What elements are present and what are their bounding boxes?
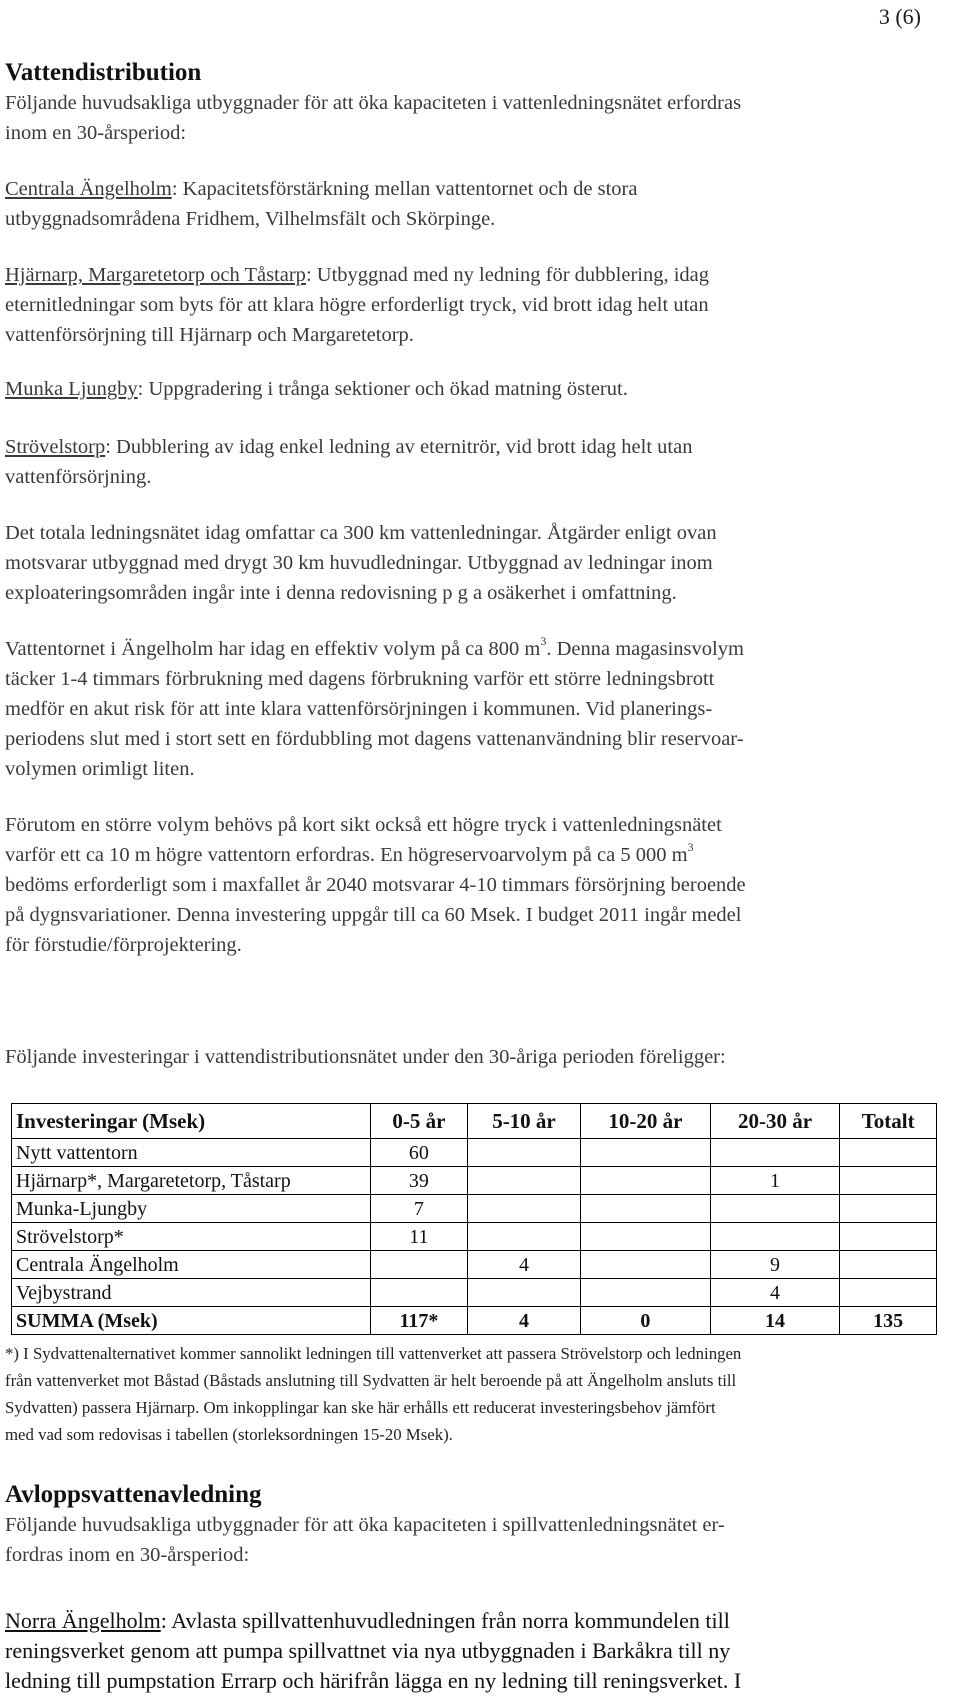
item-hjarnarp-line-2: eternitledningar som byts för att klara högre erforderligt tryck, vid brott idag helt utan	[5, 294, 709, 316]
section-heading-water: Vattendistribution	[5, 59, 202, 86]
cell	[840, 1195, 937, 1223]
col-header: Investeringar (Msek)	[12, 1104, 371, 1139]
tower-line-2: täcker 1-4 timmars förbrukning med dagens förbrukning varför ett större ledningsbrott	[5, 668, 715, 690]
network-line-1: Det totala ledningsnätet idag omfattar ca 300 km vattenledningar. Åtgärder enligt ovan	[5, 522, 717, 544]
cell: 4	[467, 1307, 580, 1335]
cell: 1	[710, 1167, 840, 1195]
cell	[467, 1279, 580, 1307]
item-label: Strövelstorp	[5, 436, 106, 458]
item-hjarnarp-line-3: vattenförsörjning till Hjärnarp och Margaretetorp.	[5, 324, 414, 346]
cell: 0	[581, 1307, 711, 1335]
pressure-line-5: för förstudie/förprojektering.	[5, 934, 242, 956]
cell	[371, 1279, 468, 1307]
cell	[581, 1223, 711, 1251]
cell: 117*	[371, 1307, 468, 1335]
table-sum-row	[12, 1307, 937, 1335]
cell	[371, 1251, 468, 1279]
cell: 135	[840, 1307, 937, 1335]
cell	[840, 1279, 937, 1307]
item-munka-line-1: Munka Ljungby: Uppgradering i trånga sektioner och ökad matning österut.	[5, 378, 628, 400]
tower-line-5: volymen orimligt liten.	[5, 758, 195, 780]
cell	[710, 1223, 840, 1251]
row-label: Nytt vattentorn	[12, 1139, 371, 1167]
col-header: 0-5 år	[371, 1104, 468, 1139]
cell	[840, 1167, 937, 1195]
footnote-line: *) I Sydvattenalternativet kommer sannolikt ledningen till vattenverket att passera Strövelstorp och ledningen	[5, 1344, 742, 1363]
row-label: SUMMA (Msek)	[12, 1307, 371, 1335]
cell	[840, 1139, 937, 1167]
pressure-line-4: på dygnsvariationer. Denna investering uppgår till ca 60 Msek. I budget 2011 ingår medel	[5, 904, 742, 926]
cell: 9	[710, 1251, 840, 1279]
footnote	[5, 1340, 960, 1448]
col-header: 10-20 år	[581, 1104, 711, 1139]
section-intro-line-1: Följande huvudsakliga utbyggnader för att öka kapaciteten i vattenledningsnätet erfordras	[5, 92, 742, 114]
row-label: Munka-Ljungby	[12, 1195, 371, 1223]
cell: 39	[371, 1167, 468, 1195]
page-number: 3 (6)	[878, 4, 921, 29]
table-header-row	[12, 1104, 937, 1139]
tower-line-4: periodens slut med i stort sett en fördubbling mot dagens vattenanvändning blir reservoar-	[5, 728, 744, 750]
row-label: Vejbystrand	[12, 1279, 371, 1307]
row-label: Hjärnarp*, Margaretetorp, Tåstarp	[12, 1167, 371, 1195]
item-label: Hjärnarp, Margaretetorp och Tåstarp	[5, 264, 306, 286]
table-row	[12, 1195, 937, 1223]
item-norra-line-1: Norra Ängelholm: Avlasta spillvattenhuvudledningen från norra kommundelen till	[5, 1608, 730, 1633]
cell	[840, 1223, 937, 1251]
item-label: Norra Ängelholm	[5, 1608, 161, 1633]
cell	[467, 1139, 580, 1167]
pressure-line-1: Förutom en större volym behövs på kort sikt också ett högre tryck i vattenledningsnätet	[5, 814, 722, 836]
section-intro-line-2: inom en 30-årsperiod:	[5, 122, 187, 144]
cell: 4	[710, 1279, 840, 1307]
footnote-line: från vattenverket mot Båstad (Båstads anslutning till Sydvatten är helt beroende på att Ängelholm ansluts till	[5, 1371, 737, 1390]
network-line-2: motsvarar utbyggnad med drygt 30 km huvudledningar. Utbyggnad av ledningar inom	[5, 552, 713, 574]
table-row	[12, 1251, 937, 1279]
cell	[467, 1167, 580, 1195]
item-label: Munka Ljungby	[5, 378, 138, 400]
item-label: Centrala Ängelholm	[5, 178, 172, 200]
item-hjarnarp-line-1: Hjärnarp, Margaretetorp och Tåstarp: Utbyggnad med ny ledning för dubblering, idag	[5, 264, 710, 286]
item-norra-line-2: reningsverket genom att pumpa spillvattnet via nya utbyggnaden i Barkåkra till ny	[5, 1638, 731, 1663]
table-row	[12, 1223, 937, 1251]
cell: 7	[371, 1195, 468, 1223]
cell	[581, 1139, 711, 1167]
item-centrala-line-1: Centrala Ängelholm: Kapacitetsförstärkning mellan vattentornet och de stora	[5, 178, 638, 200]
col-header: Totalt	[840, 1104, 937, 1139]
cell	[710, 1139, 840, 1167]
row-label: Strövelstorp*	[12, 1223, 371, 1251]
investment-table	[11, 1103, 937, 1335]
tower-line-1: Vattentornet i Ängelholm har idag en effektiv volym på ca 800 $m^3$. Denna magasinsvolym	[5, 634, 744, 660]
pressure-line-3: bedöms erforderligt som i maxfallet år 2040 motsvarar 4-10 timmars försörjning beroende	[5, 874, 746, 896]
cell	[581, 1195, 711, 1223]
table-intro: Följande investeringar i vattendistributionsnätet under den 30-åriga perioden föreligger:	[5, 1046, 726, 1068]
col-header: 20-30 år	[710, 1104, 840, 1139]
footnote-line: Sydvatten) passera Hjärnarp. Om inkopplingar kan ske här erhålls ett reducerat investeringsbehov jämfört	[5, 1398, 716, 1417]
cell	[467, 1195, 580, 1223]
cell: 14	[710, 1307, 840, 1335]
cell	[581, 1251, 711, 1279]
network-line-3: exploateringsområden ingår inte i denna redovisning p g a osäkerhet i omfattning.	[5, 582, 677, 604]
cell	[840, 1251, 937, 1279]
pressure-line-2: varför ett ca 10 m högre vattentorn erfordras. En högreservoarvolym på ca 5 000 $m^3$	[5, 840, 694, 866]
row-label: Centrala Ängelholm	[12, 1251, 371, 1279]
section-heading-sewage: Avloppsvattenavledning	[5, 1481, 262, 1508]
cell: 11	[371, 1223, 468, 1251]
sewage-intro-line-1: Följande huvudsakliga utbyggnader för att öka kapaciteten i spillvattenledningsnätet er-	[5, 1514, 725, 1536]
table-row	[12, 1167, 937, 1195]
sewage-intro-line-2: fordras inom en 30-årsperiod:	[5, 1544, 250, 1566]
cell	[467, 1223, 580, 1251]
tower-line-3: medför en akut risk för att inte klara vattenförsörjningen i kommunen. Vid planerings-	[5, 698, 713, 720]
table-row	[12, 1279, 937, 1307]
item-centrala-line-2: utbyggnadsområdena Fridhem, Vilhelmsfält och Skörpinge.	[5, 208, 496, 230]
item-strovelstorp-line-1: Strövelstorp: Dubblering av idag enkel ledning av eternitrör, vid brott idag helt utan	[5, 436, 693, 458]
cell	[581, 1167, 711, 1195]
cell	[710, 1195, 840, 1223]
item-strovelstorp-line-2: vattenförsörjning.	[5, 466, 152, 488]
item-norra-line-3: ledning till pumpstation Errarp och härifrån lägga en ny ledning till reningsverket. I	[5, 1668, 742, 1693]
cell	[581, 1279, 711, 1307]
col-header: 5-10 år	[467, 1104, 580, 1139]
table-row	[12, 1139, 937, 1167]
cell: 60	[371, 1139, 468, 1167]
footnote-line: med vad som redovisas i tabellen (storleksordningen 15-20 Msek).	[5, 1425, 453, 1444]
cell: 4	[467, 1251, 580, 1279]
